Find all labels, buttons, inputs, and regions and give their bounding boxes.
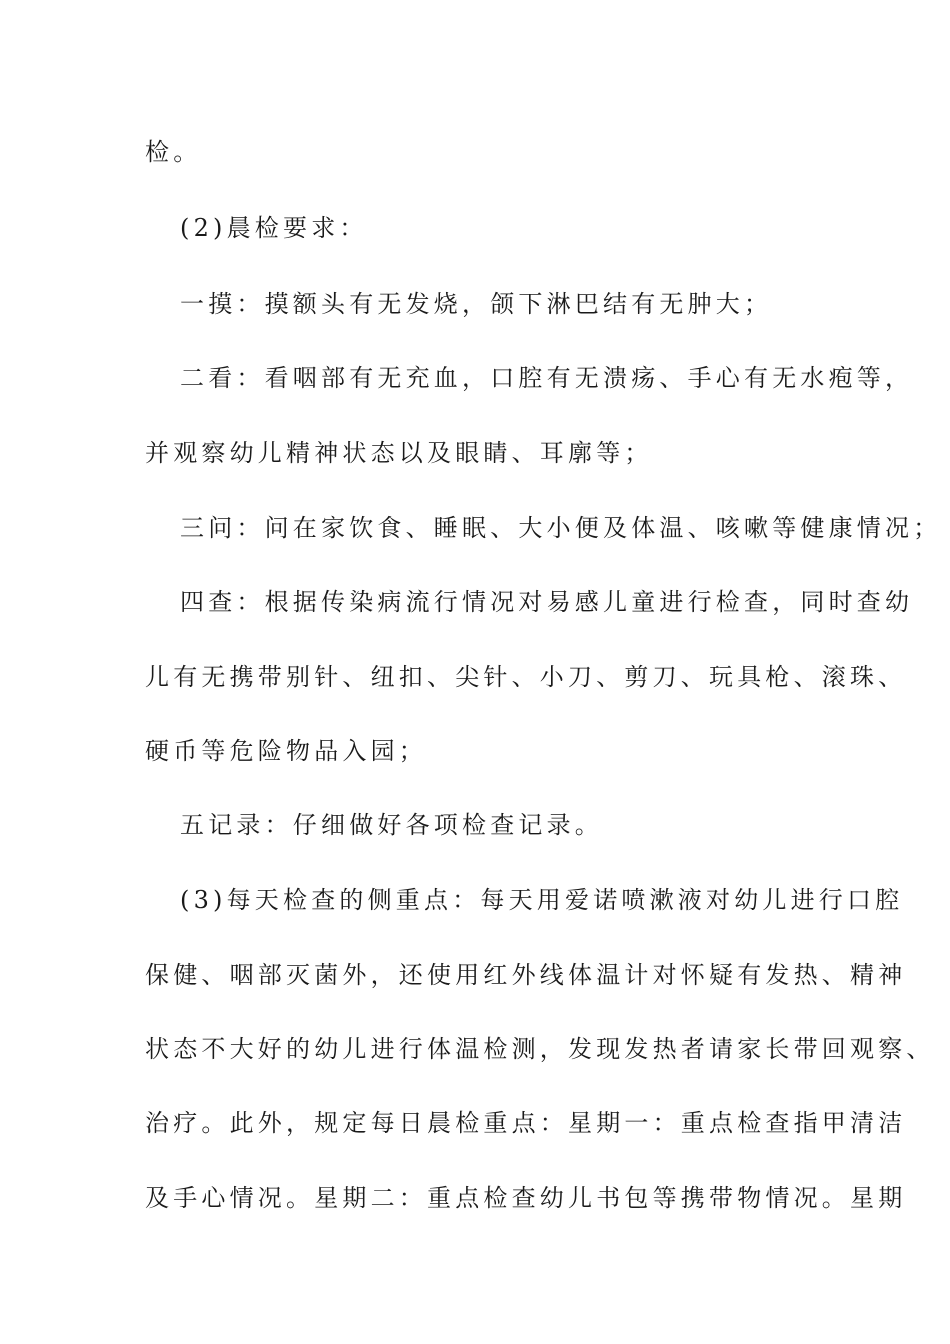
text-line-8: 儿有无携带别针、纽扣、尖针、小刀、剪刀、玩具枪、滚珠、 xyxy=(145,663,907,691)
text-line-3: 一摸：摸额头有无发烧，颌下淋巴结有无肿大； xyxy=(180,290,773,318)
text-line-5: 并观察幼儿精神状态以及眼睛、耳廓等； xyxy=(145,439,653,467)
text-line-15: 及手心情况。星期二：重点检查幼儿书包等携带物情况。星期 xyxy=(145,1184,907,1212)
text-line-13: 状态不大好的幼儿进行体温检测，发现发热者请家长带回观察、 xyxy=(145,1035,935,1063)
text-line-11: (3)每天检查的侧重点：每天用爱诺喷漱液对幼儿进行口腔 xyxy=(180,886,904,914)
text-line-4: 二看：看咽部有无充血，口腔有无溃疡、手心有无水疱等， xyxy=(180,364,914,392)
text-line-2: (2)晨检要求： xyxy=(180,214,368,242)
text-line-6: 三问：问在家饮食、睡眠、大小便及体温、咳嗽等健康情况； xyxy=(180,514,942,542)
text-line-10: 五记录：仔细做好各项检查记录。 xyxy=(180,811,603,839)
text-line-14: 治疗。此外，规定每日晨检重点：星期一：重点检查指甲清洁 xyxy=(145,1109,907,1137)
text-line-1: 检。 xyxy=(145,138,202,166)
text-line-12: 保健、咽部灭菌外，还使用红外线体温计对怀疑有发热、精神 xyxy=(145,961,907,989)
text-line-9: 硬币等危险物品入园； xyxy=(145,737,427,765)
text-line-7: 四查：根据传染病流行情况对易感儿童进行检查，同时查幼 xyxy=(180,588,914,616)
